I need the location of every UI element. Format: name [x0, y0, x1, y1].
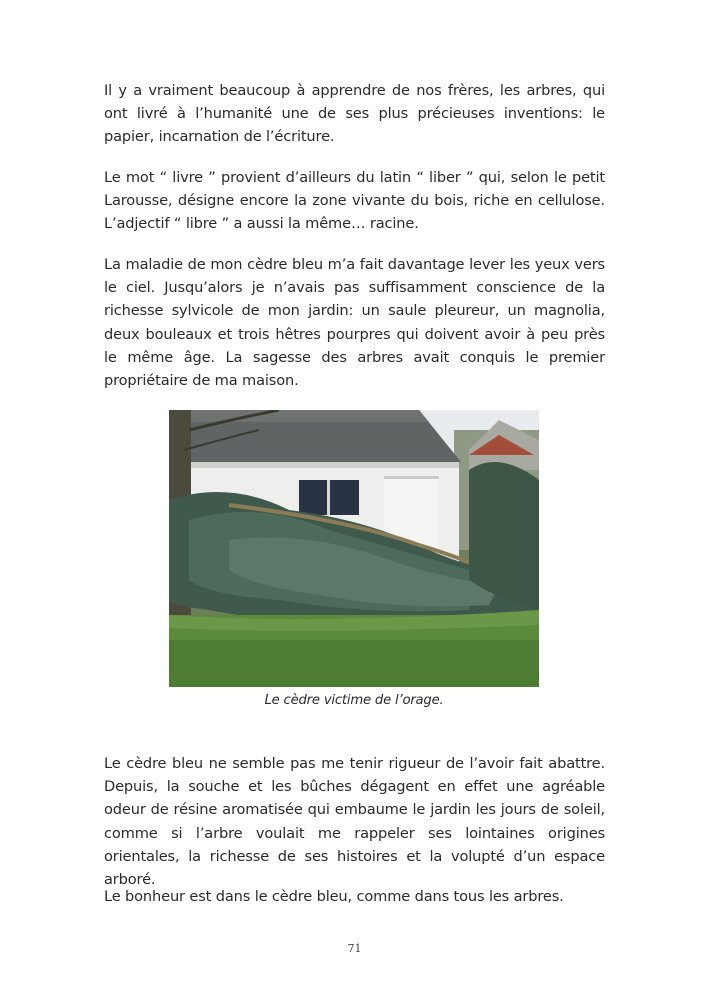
figure-caption: Le cèdre victime de l’orage. — [264, 693, 444, 708]
paragraph-5: Le bonheur est dans le cèdre bleu, comme dans tous les arbres. — [104, 888, 564, 905]
paragraph-1: Il y a vraiment beaucoup à apprendre de nos frères, les arbres, qui ont livré à l’humanité une de ses plus précieuses inventions: le papier, incarnation de l’écriture. — [104, 82, 605, 146]
paragraph-2: Le mot “ livre ” provient d’ailleurs du latin “ liber ” qui, selon le petit Larousse, désigne encore la zone vivante du bois, riche en cellulose. L’adjectif “ libre ” a aussi la même… racine. — [104, 169, 605, 233]
paragraph-3: La maladie de mon cèdre bleu m’a fait davantage lever les yeux vers le ciel. Jusqu’alors je n’avais pas suffisamment conscience de la richesse sylvicole de mon jardin: un saule pleureur, un magnolia, deux bouleaux et trois hêtres pourpres qui doivent avoir à peu près le même âge. La sagesse des arbres avait conquis le premier propriétaire de ma maison. — [104, 256, 605, 390]
page-number: 71 — [347, 942, 362, 955]
fallen-cedar-photo — [169, 410, 539, 687]
paragraph-4: Le cèdre bleu ne semble pas me tenir rigueur de l’avoir fait abattre. Depuis, la souche et les bûches dégagent en effet une agréable odeur de résine aromatisée qui embaume le jardin les jours de soleil, comme si l’arbre voulait me rappeler ses lointaines origines orientales, la richesse de ses histoires et la volupté d’un espace arboré. — [104, 755, 605, 889]
